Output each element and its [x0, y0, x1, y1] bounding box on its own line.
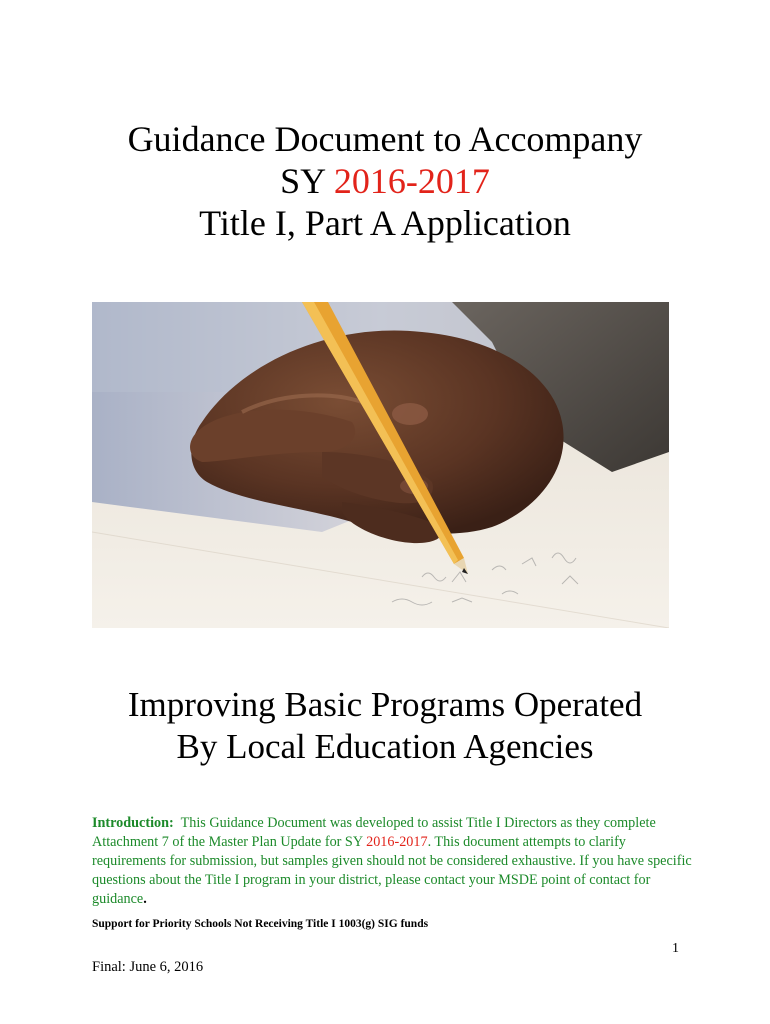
document-title [0, 118, 770, 244]
page-number: 1 [672, 941, 679, 956]
introduction-period: . [143, 891, 147, 907]
title-sy-prefix: SY [280, 161, 334, 201]
subtitle-line-2: By Local Education Agencies [176, 727, 594, 766]
subtitle-line-1: Improving Basic Programs Operated [127, 685, 643, 724]
introduction-school-year: 2016-2017 [366, 834, 428, 850]
title-line-1: Guidance Document to Accompany [127, 119, 643, 159]
title-line-2 [0, 160, 770, 202]
title-school-year: 2016-2017 [333, 161, 490, 201]
introduction-label: Introduction: [92, 815, 174, 831]
introduction-paragraph [92, 814, 692, 909]
title-line-3: Title I, Part A Application [199, 203, 571, 243]
document-subtitle [0, 684, 770, 768]
footer-final-date: Final: June 6, 2016 [92, 959, 204, 975]
introduction-text-1: This Guidance Document was developed to assist Title I Directors as they complete Attachment 7 of the Master Plan Update for SY [92, 815, 656, 850]
cover-photo-hand-writing-with-pencil [92, 302, 669, 628]
introduction-text-2: . This document attempts to clarify requirements for submission, but samples given should not be considered exhaustive. If you have specific questions about the Title I program in your district, please contact your MSDE point of contact for guidance [92, 834, 692, 907]
support-heading: Support for Priority Schools Not Receiving Title I 1003(g) SIG funds [92, 918, 429, 930]
